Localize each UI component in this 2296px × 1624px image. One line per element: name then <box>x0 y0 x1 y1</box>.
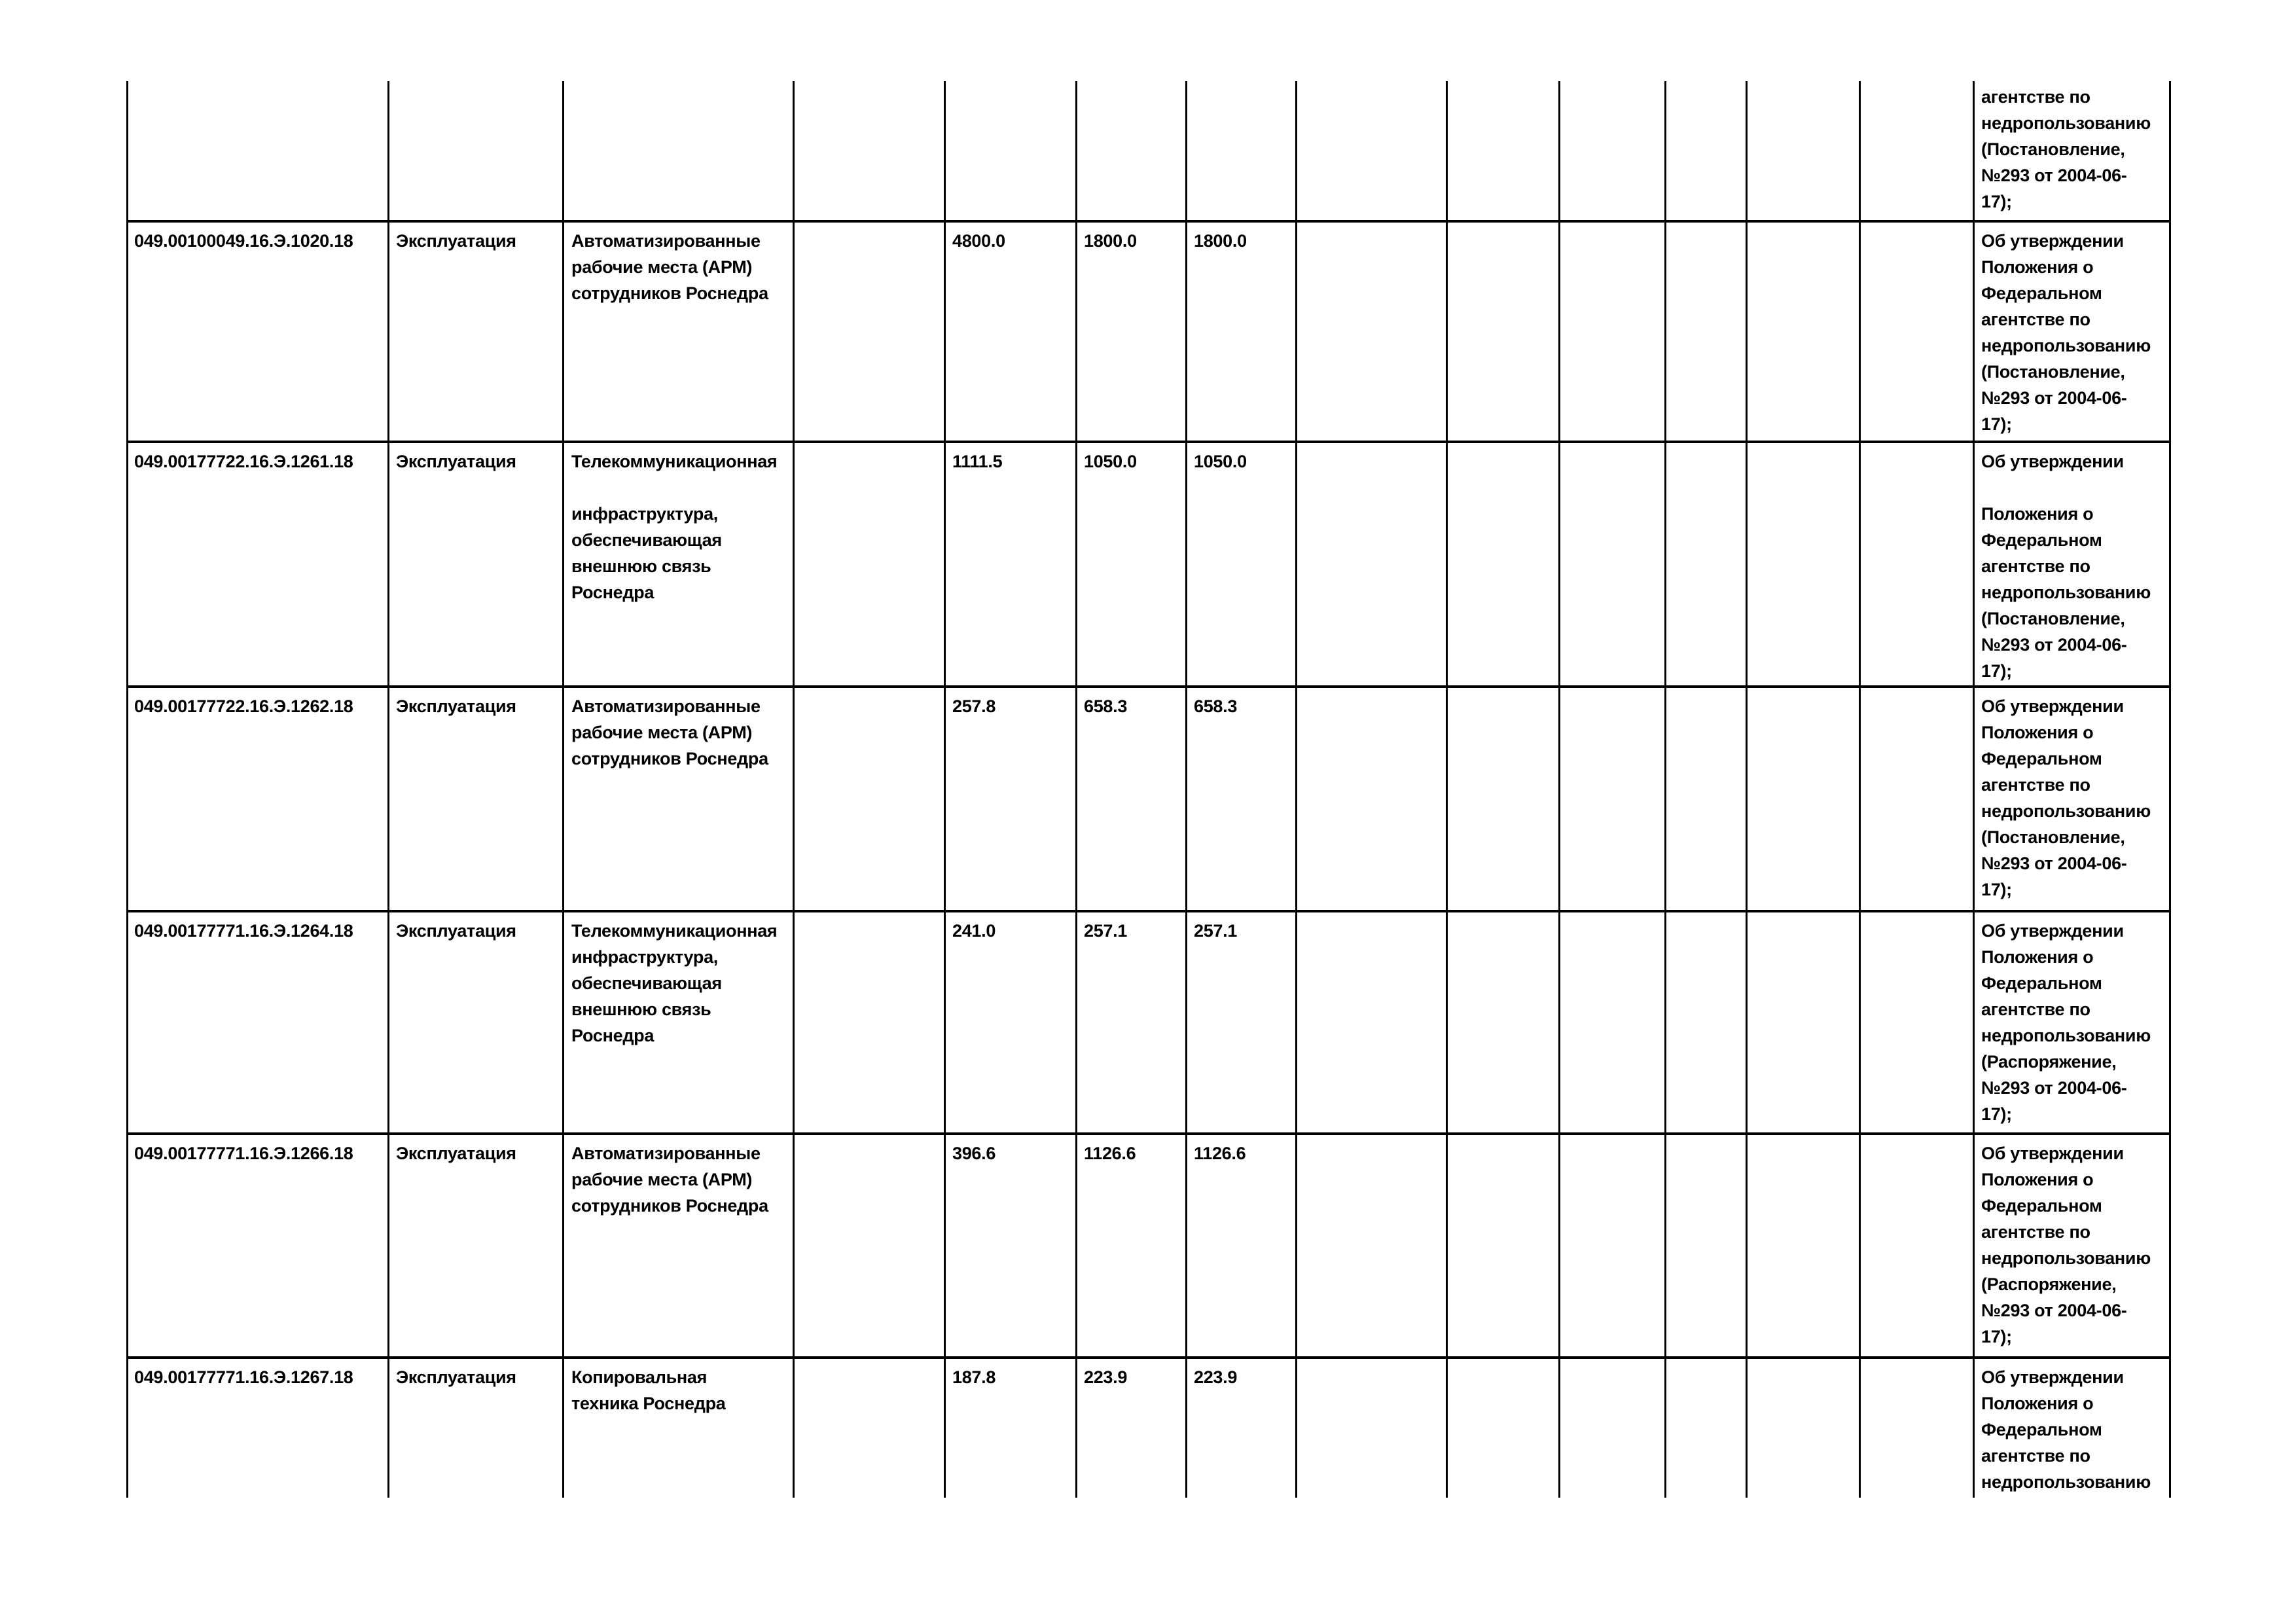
row-rule <box>126 685 2171 688</box>
code-cell: 049.00177722.16.Э.1262.18 <box>134 696 353 716</box>
value-cell: 658.3 <box>1084 696 1128 716</box>
object-cell: Автоматизированные рабочие места (АРМ) сотрудников Роснедра <box>571 231 768 303</box>
column-rule <box>1859 81 1861 1498</box>
value-cell: 241.0 <box>952 921 996 941</box>
value-cell: 223.9 <box>1194 1367 1238 1387</box>
stage-cell: Эксплуатация <box>396 696 516 716</box>
code-cell: 049.00177771.16.Э.1266.18 <box>134 1144 353 1163</box>
basis-cell: Об утверждении Положения о Федеральном агентстве по недропользованию (Распоряжение, №293 от 2004-06- 17); <box>1981 1144 2151 1346</box>
value-cell: 396.6 <box>952 1144 996 1163</box>
value-cell: 257.1 <box>1194 921 1238 941</box>
column-rule <box>1746 81 1748 1498</box>
stage-cell: Эксплуатация <box>396 921 516 941</box>
value-cell: 187.8 <box>952 1367 996 1387</box>
row-rule <box>126 220 2171 223</box>
code-cell: 049.00177771.16.Э.1267.18 <box>134 1367 353 1387</box>
column-rule <box>1185 81 1187 1498</box>
basis-cell: Об утверждении Положения о Федеральном агентстве по недропользованию <box>1981 1367 2151 1492</box>
row-rule <box>126 1132 2171 1135</box>
object-cell: Автоматизированные рабочие места (АРМ) сотрудников Роснедра <box>571 696 768 768</box>
value-cell: 1800.0 <box>1084 231 1137 251</box>
value-cell: 1111.5 <box>952 452 1003 471</box>
value-cell: 1050.0 <box>1084 452 1137 471</box>
stage-cell: Эксплуатация <box>396 1144 516 1163</box>
code-cell: 049.00177771.16.Э.1264.18 <box>134 921 353 941</box>
column-rule <box>562 81 564 1498</box>
value-cell: 1126.6 <box>1194 1144 1246 1163</box>
row-rule <box>126 910 2171 912</box>
value-cell: 658.3 <box>1194 696 1238 716</box>
basis-cell: агентстве по недропользованию (Постановление, №293 от 2004-06- 17); <box>1981 87 2151 211</box>
column-rule <box>2169 81 2171 1498</box>
stage-cell: Эксплуатация <box>396 231 516 251</box>
row-rule <box>126 1356 2171 1359</box>
code-cell: 049.00177722.16.Э.1261.18 <box>134 452 353 471</box>
column-rule <box>1295 81 1297 1498</box>
column-rule <box>387 81 389 1498</box>
value-cell: 223.9 <box>1084 1367 1128 1387</box>
column-rule <box>793 81 795 1498</box>
column-rule <box>1558 81 1560 1498</box>
object-cell: Телекоммуникационная инфраструктура, обеспечивающая внешнюю связь Роснедра <box>571 452 778 602</box>
column-rule <box>126 81 128 1498</box>
value-cell: 4800.0 <box>952 231 1005 251</box>
basis-cell: Об утверждении Положения о Федеральном агентстве по недропользованию (Распоряжение, №293 от 2004-06- 17); <box>1981 921 2151 1124</box>
value-cell: 1050.0 <box>1194 452 1247 471</box>
value-cell: 1126.6 <box>1084 1144 1136 1163</box>
value-cell: 257.8 <box>952 696 996 716</box>
value-cell: 1800.0 <box>1194 231 1247 251</box>
stage-cell: Эксплуатация <box>396 1367 516 1387</box>
object-cell: Автоматизированные рабочие места (АРМ) сотрудников Роснедра <box>571 1144 768 1216</box>
column-rule <box>944 81 946 1498</box>
basis-cell: Об утверждении Положения о Федеральном агентстве по недропользованию (Постановление, №293 от 2004-06- 17); <box>1981 696 2151 899</box>
column-rule <box>1973 81 1975 1498</box>
object-cell: Копировальная техника Роснедра <box>571 1367 726 1413</box>
document-table <box>126 81 2171 1498</box>
column-rule <box>1075 81 1077 1498</box>
basis-cell: Об утверждении Положения о Федеральном агентстве по недропользованию (Постановление, №293 от 2004-06- 17); <box>1981 452 2151 681</box>
code-cell: 049.00100049.16.Э.1020.18 <box>134 231 353 251</box>
value-cell: 257.1 <box>1084 921 1128 941</box>
basis-cell: Об утверждении Положения о Федеральном агентстве по недропользованию (Постановление, №293 от 2004-06- 17); <box>1981 231 2151 434</box>
object-cell: Телекоммуникационная инфраструктура, обеспечивающая внешнюю связь Роснедра <box>571 921 778 1045</box>
column-rule <box>1446 81 1448 1498</box>
stage-cell: Эксплуатация <box>396 452 516 471</box>
column-rule <box>1664 81 1666 1498</box>
row-rule <box>126 441 2171 443</box>
